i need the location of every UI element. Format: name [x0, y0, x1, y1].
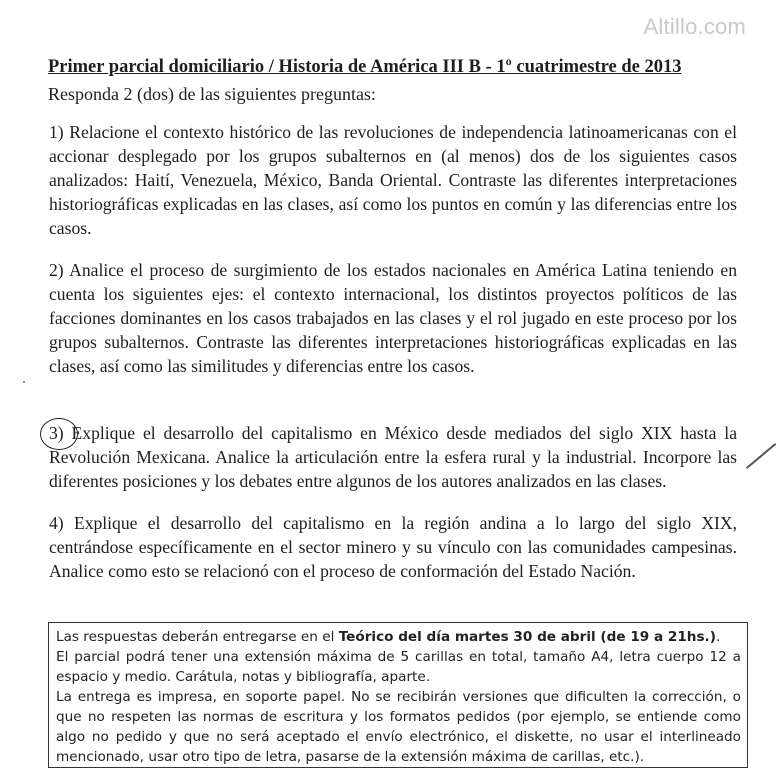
- format-rules: El parcial podrá tener una extensión máxima de 5 carillas en total, tamaño A4, letra cuerpo 12 a espacio y medio. Carátula, notas y bibliografía, aparte.: [56, 649, 741, 685]
- delivery-prefix: Las respuestas deberán entregarse en el: [56, 629, 339, 645]
- exam-title: Primer parcial domiciliario / Historia de América III B - 1º cuatrimestre de 2013: [48, 57, 682, 77]
- delivery-instructions-box: [48, 622, 748, 768]
- question-3: 3) Explique el desarrollo del capitalismo en México desde mediados del siglo XIX hasta la Revolución Mexicana. Analice la articulación entre la esfera rural y la industrial. Incorpore las diferentes posiciones y los debates entre algunos de los autores analizados en las clases.: [49, 423, 737, 491]
- site-watermark: Altillo.com: [643, 14, 746, 39]
- exam-instruction: Responda 2 (dos) de las siguientes preguntas:: [48, 84, 376, 104]
- question-1: 1) Relacione el contexto histórico de las revoluciones de independencia latinoamericanas con el accionar desplegado por los grupos subalternos en (al menos) dos de los siguientes casos analizados: Haití, Venezuela, México, Banda Oriental. Contraste las diferentes interpretaciones historiográficas explicadas en las clases, así como los puntos en común y las diferencias entre los casos.: [49, 122, 737, 238]
- handwritten-pen-stroke: [746, 443, 776, 469]
- delivery-suffix: .: [715, 629, 721, 645]
- delivery-line: [56, 627, 741, 647]
- question-2: 2) Analice el proceso de surgimiento de los estados nacionales en América Latina teniendo en cuenta los siguientes ejes: el contexto internacional, los distintos proyectos políticos de las facciones dominantes en los casos trabajados en las clases y el rol jugado en este proceso por los grupos subalternos. Contraste las diferentes interpretaciones historiográficas explicadas en las clases, así como las similitudes y diferencias entre los casos.: [49, 260, 737, 376]
- handwritten-circle-mark: [40, 418, 78, 450]
- delivery-date: Teórico del día martes 30 de abril (de 19 a 21hs.): [338, 629, 716, 645]
- question-4: 4) Explique el desarrollo del capitalismo en la región andina a lo largo del siglo XIX, centrándose específicamente en el sector minero y su vínculo con las comunidades campesinas. Analice como esto se relacionó con el proceso de conformación del Estado Nación.: [49, 513, 737, 581]
- scan-speck: [23, 381, 25, 383]
- submission-rules: La entrega es impresa, en soporte papel. No se recibirán versiones que dificulten la corrección, o que no respeten las normas de escritura y los formatos pedidos (por ejemplo, se entiende como algo no pedido y que no será aceptado el envío electrónico, el diskette, no usar el interlineado mencionado, usar otro tipo de letra, pasarse de la extensión máxima de carillas, etc.).: [56, 689, 741, 765]
